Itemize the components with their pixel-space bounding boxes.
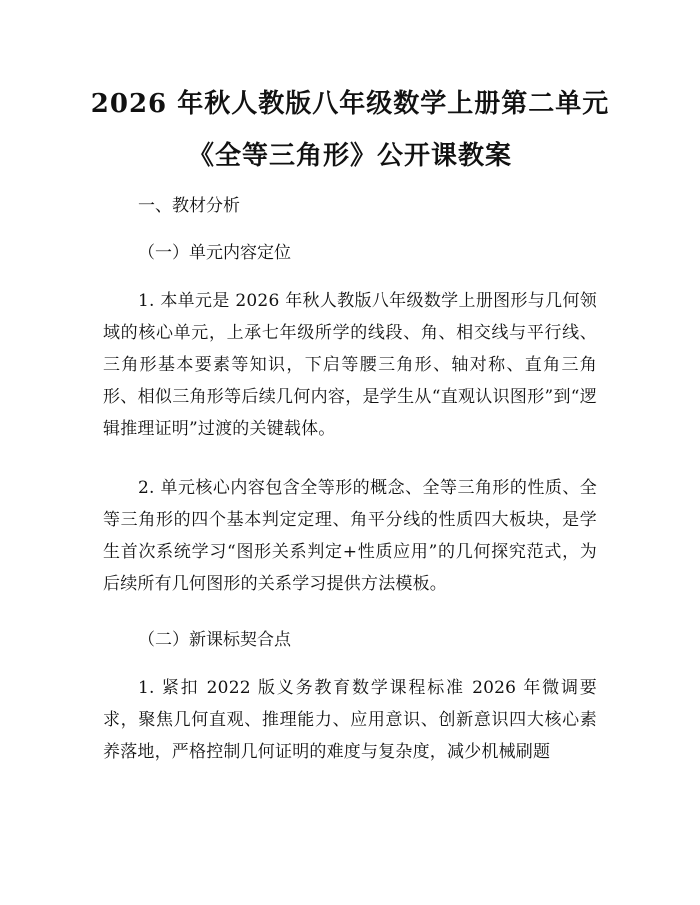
paragraph-unit-positioning-1: 1. 本单元是 2026 年秋人教版八年级数学上册图形与几何领域的核心单元，上承七年级所学的线段、角、相交线与平行线、三角形基本要素等知识，下启等腰三角形、轴对称、直角三角形、相似三角形等后续几何内容，是学生从“直观认识图形”到“逻辑推理证明”过渡的关键载体。 — [103, 291, 597, 439]
paragraph-curriculum-standards-1: 1. 紧扣 2022 版义务教育数学课程标准 2026 年微调要求，聚焦几何直观、推理能力、应用意识、创新意识四大核心素养落地，严格控制几何证明的难度与复杂度，减少机械刷题 — [103, 678, 597, 762]
document-title-line-1: 2026 年秋人教版八年级数学上册第二单元 — [90, 89, 610, 119]
document-title-line-2: 《全等三角形》公开课教案 — [187, 141, 512, 171]
subsection-heading-unit-positioning: （一）单元内容定位 — [138, 243, 291, 263]
section-heading-teaching-material-analysis: 一、教材分析 — [138, 196, 240, 216]
paragraph-unit-positioning-2: 2. 单元核心内容包含全等形的概念、全等三角形的性质、全等三角形的四个基本判定定理、角平分线的性质四大板块，是学生首次系统学习“图形关系判定+性质应用”的几何探究范式，为后续所有几何图形的关系学习提供方法模板。 — [103, 478, 597, 594]
subsection-heading-curriculum-standards: （二）新课标契合点 — [138, 630, 291, 650]
